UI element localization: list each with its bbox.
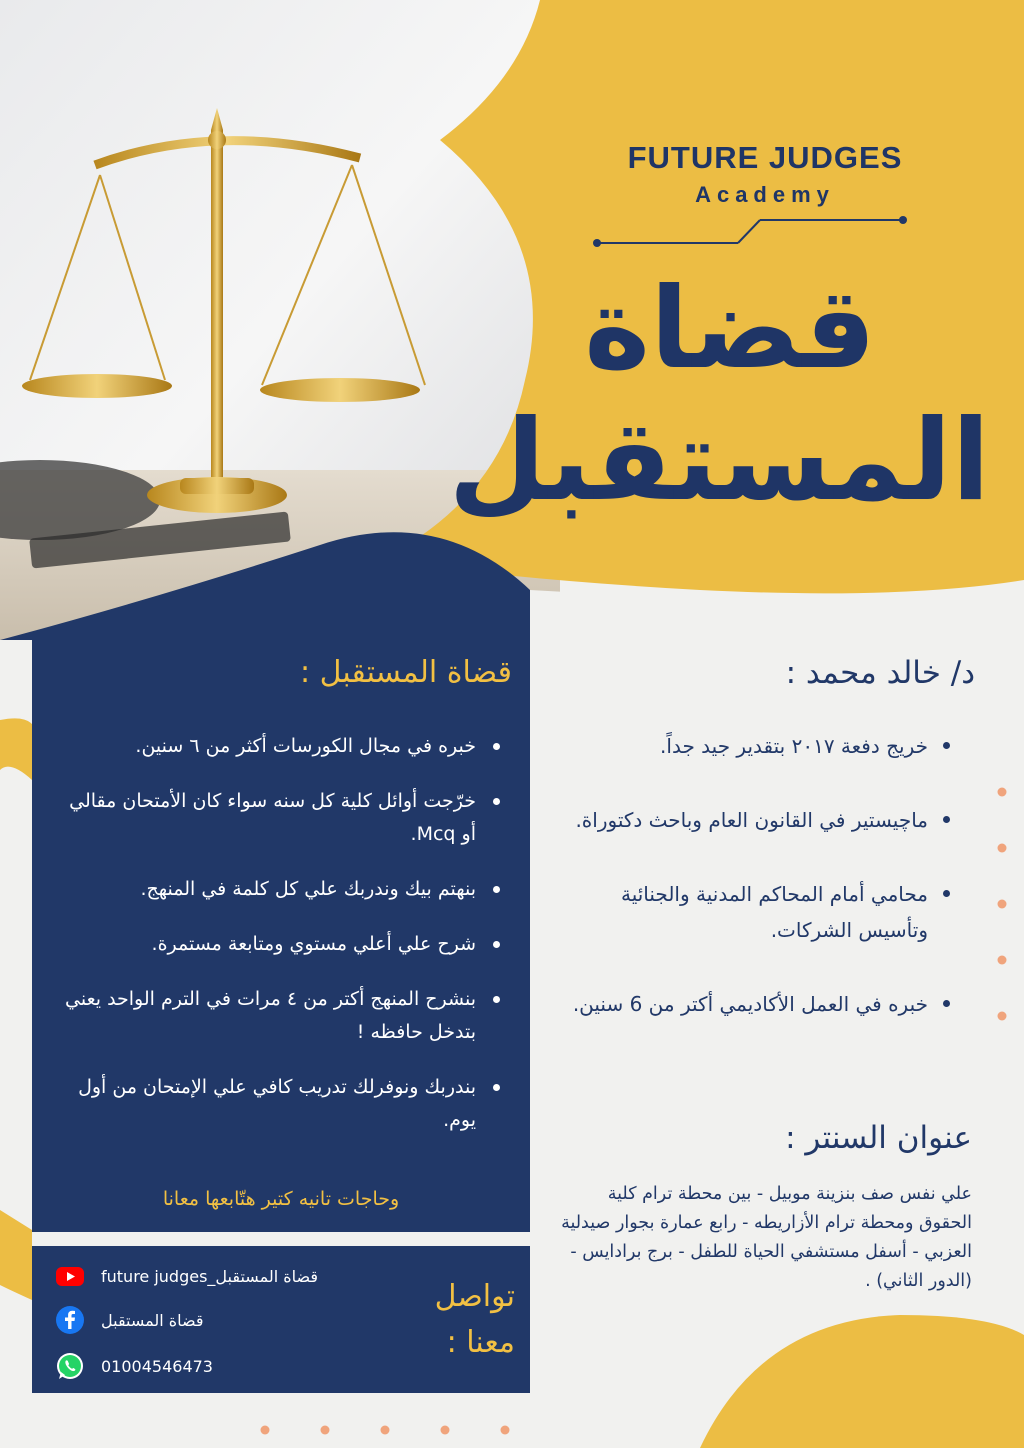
bullet-icon <box>943 890 950 897</box>
brand-subtitle: Academy <box>695 182 835 207</box>
instructor-list <box>560 728 950 1022</box>
facebook-icon <box>55 1305 85 1335</box>
features-title: قضاة المستقبل : <box>300 655 512 690</box>
bullet-icon <box>943 742 950 749</box>
list-item: خريج دفعة ٢٠١٧ بتقدير جيد جداً. <box>560 728 950 764</box>
contact-title: تواصل معنا : <box>434 1279 515 1360</box>
list-item: خرّجت أوائل كلية كل سنه سواء كان الأمتحان مقالي أو Mcq. <box>60 785 506 851</box>
bullet-icon <box>493 1084 500 1091</box>
list-item: بنشرح المنهج أكتر من ٤ مرات في الترم الواحد يعني بتدخل حافظه ! <box>60 983 506 1049</box>
bullet-icon <box>493 941 500 948</box>
list-item: شرح علي أعلي مستوي ومتابعة مستمرة. <box>60 928 506 961</box>
list-item: بندربك ونوفرلك تدريب كافي علي الإمتحان من أول يوم. <box>60 1071 506 1137</box>
features-list <box>60 730 506 1137</box>
list-item: خبره في العمل الأكاديمي أكتر من 6 سنين. <box>560 986 950 1022</box>
youtube-link[interactable] <box>55 1260 375 1292</box>
youtube-label: future judges_قضاة المستقبل <box>101 1266 318 1286</box>
bullet-icon <box>493 886 500 893</box>
bullet-icon <box>493 743 500 750</box>
address-text: علي نفس صف بنزينة موبيل - بين محطة ترام كلية الحقوق ومحطة ترام الأزاريطه - رابع عمارة بجوار صيدلية العزبي - أسفل مستشفي الحياة للطفل - برج برادايس - (الدور الثاني) . <box>561 1184 972 1291</box>
list-item: ماچيستير في القانون العام وباحث دكتوراة. <box>560 802 950 838</box>
list-item: محامي أمام المحاكم المدنية والجنائية وتأسيس الشركات. <box>560 876 950 948</box>
youtube-icon <box>55 1261 85 1291</box>
list-item: خبره في مجال الكورسات أكثر من ٦ سنين. <box>60 730 506 763</box>
bullet-icon <box>943 816 950 823</box>
list-item: بنهتم بيك وندربك علي كل كلمة في المنهج. <box>60 873 506 906</box>
facebook-label: قضاة المستقبل <box>101 1310 204 1330</box>
facebook-link[interactable] <box>55 1304 375 1336</box>
address-title: عنوان السنتر : <box>785 1120 972 1156</box>
whatsapp-link[interactable] <box>55 1350 375 1382</box>
whatsapp-number: 01004546473 <box>101 1356 213 1376</box>
bullet-icon <box>943 1000 950 1007</box>
hero-title-line1: قضاة <box>584 264 876 394</box>
bullet-icon <box>493 996 500 1003</box>
bullet-icon <box>493 798 500 805</box>
brand-name: FUTURE JUDGES <box>627 140 903 175</box>
hero-title-line2: المستقبل <box>448 396 990 526</box>
whatsapp-icon <box>55 1351 85 1381</box>
features-footer: وحاجات تانيه كتير هتّابعها معانا <box>162 1188 400 1210</box>
instructor-name: د/ خالد محمد : <box>785 655 975 691</box>
